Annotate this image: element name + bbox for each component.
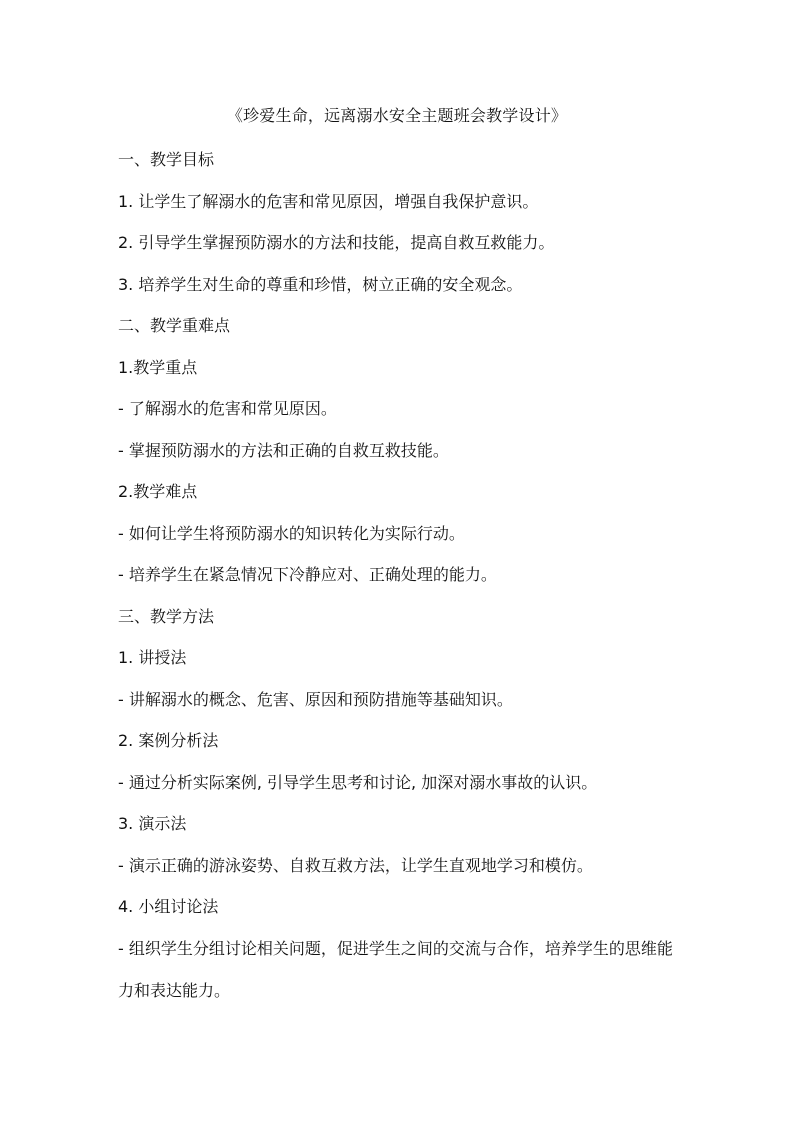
section-heading-key-points: 二、教学重难点 — [118, 316, 231, 335]
method-heading: 4. 小组讨论法 — [118, 897, 219, 916]
bullet-item: - 演示正确的游泳姿势、自救互救方法，让学生直观地学习和模仿。 — [118, 855, 593, 875]
document-title: 《珍爱生命，远离溺水安全主题班会教学设计》 — [226, 106, 568, 125]
subheading-difficulties: 2.教学难点 — [118, 482, 198, 501]
document-body — [118, 145, 688, 1023]
bullet-item: - 讲解溺水的概念、危害、原因和预防措施等基础知识。 — [118, 689, 513, 709]
bullet-item: - 如何让学生将预防溺水的知识转化为实际行动。 — [118, 523, 465, 543]
method-heading: 3. 演示法 — [118, 814, 187, 833]
method-heading: 2. 案例分析法 — [118, 731, 219, 750]
section-heading-methods: 三、教学方法 — [118, 606, 215, 626]
objective-item: 3. 培养学生对生命的尊重和珍惜，树立正确的安全观念。 — [118, 274, 523, 294]
method-heading: 1. 讲授法 — [118, 648, 187, 667]
bullet-item: - 了解溺水的危害和常见原因。 — [118, 399, 337, 418]
subheading-key-points: 1.教学重点 — [118, 357, 198, 377]
bullet-item: - 掌握预防溺水的方法和正确的自救互救技能。 — [118, 440, 449, 460]
bullet-item: - 培养学生在紧急情况下冷静应对、正确处理的能力。 — [118, 565, 497, 584]
bullet-item: - 通过分析实际案例, 引导学生思考和讨论, 加深对溺水事故的认识。 — [118, 772, 598, 792]
objective-item: 2. 引导学生掌握预防溺水的方法和技能，提高自救互救能力。 — [118, 233, 555, 252]
bullet-item: - 组织学生分组讨论相关问题，促进学生之间的交流与合作，培养学生的思维能力和表达能力。 — [118, 939, 673, 1000]
objective-item: 1. 让学生了解溺水的危害和常见原因，增强自我保护意识。 — [118, 191, 539, 211]
section-heading-objectives: 一、教学目标 — [118, 150, 215, 169]
